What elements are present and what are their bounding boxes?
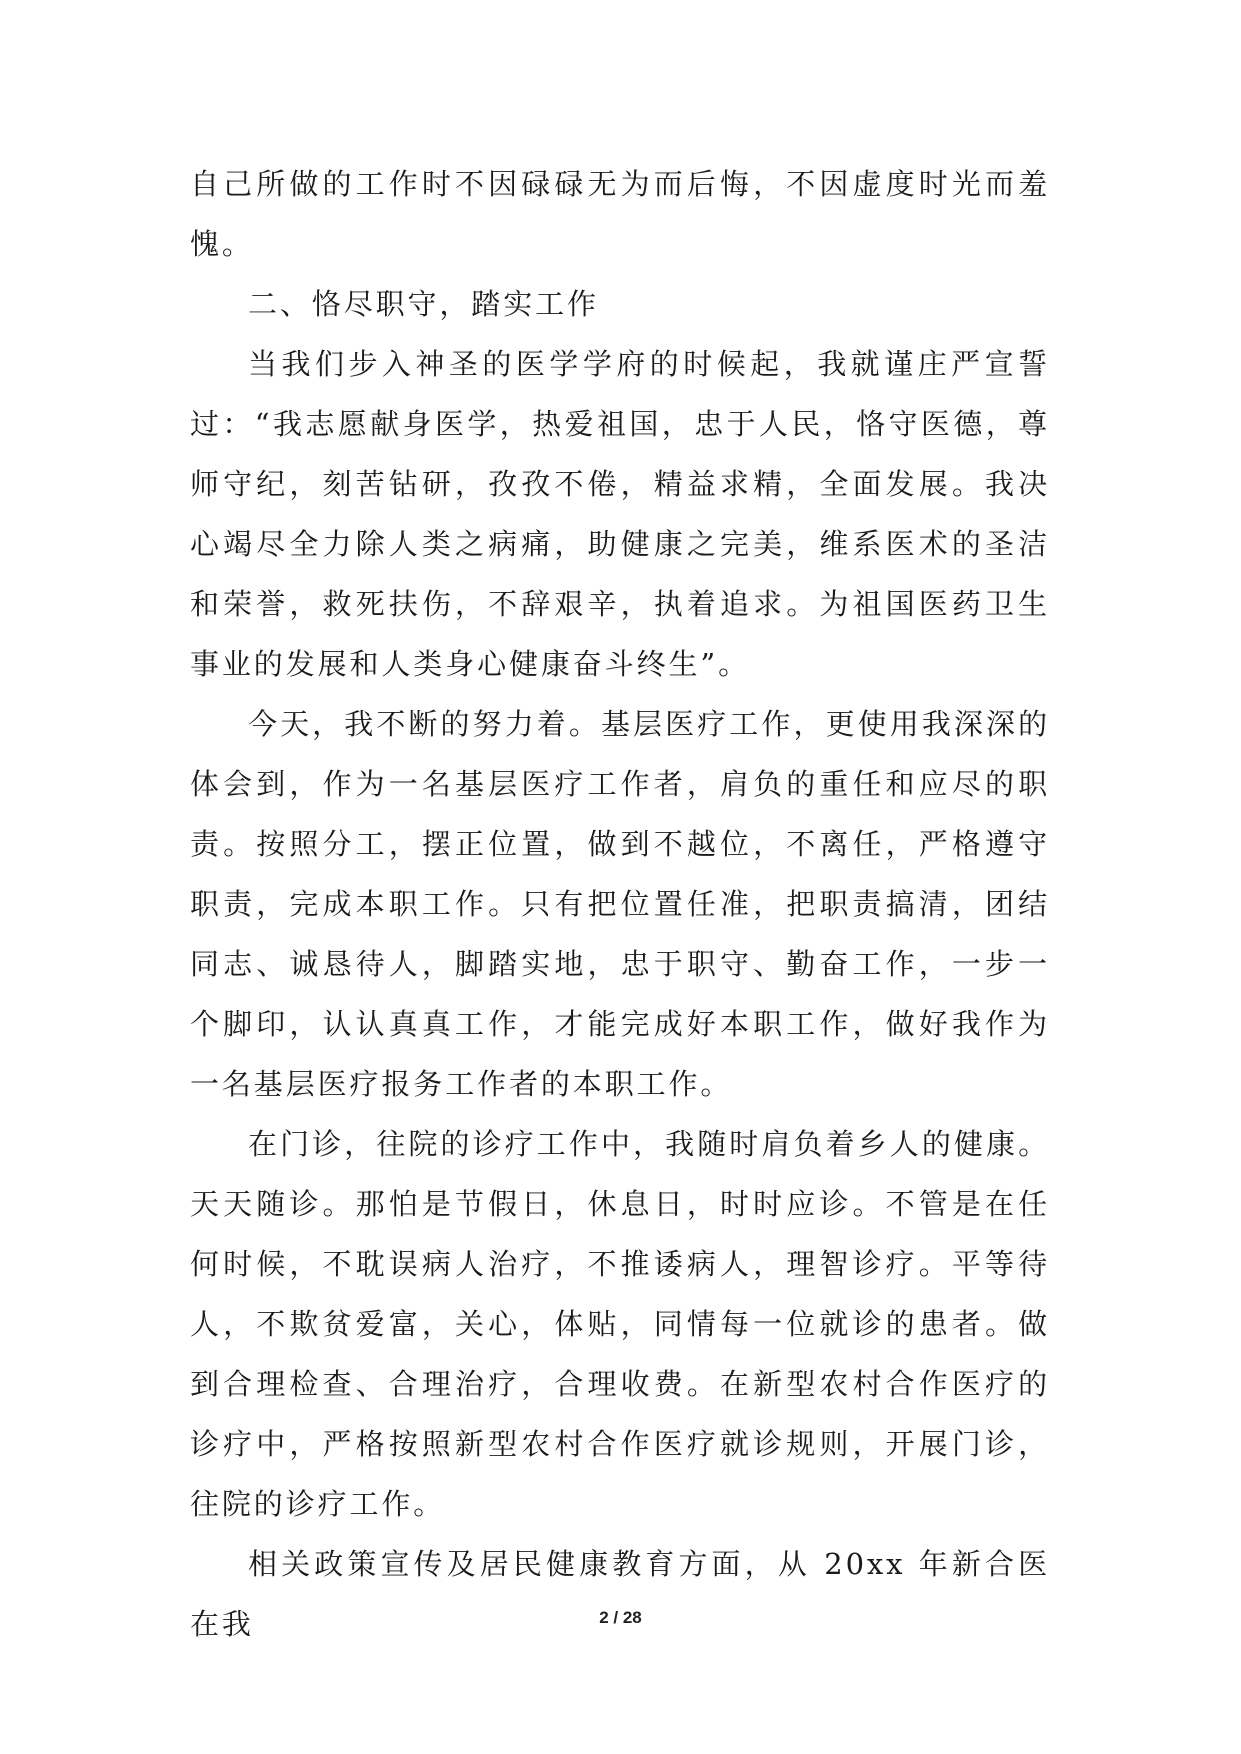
paragraph-clinic: 在门诊，往院的诊疗工作中，我随时肩负着乡人的健康。天天随诊。那怕是节假日，休息日，时时应诊。不管是在任何时候，不耽误病人治疗，不推诿病人，理智诊疗。平等待人，不欺贫爱富，关心，体贴，同情每一位就诊的患者。做到合理检查、合理治疗，合理收费。在新型农村合作医疗的诊疗中，严格按照新型农村合作医疗就诊规则，开展门诊，往院的诊疗工作。 bbox=[190, 1127, 1050, 1521]
body-text bbox=[190, 154, 1050, 1654]
paragraph-continuation: 自己所做的工作时不因碌碌无为而后悔，不因虚度时光而羞愧。 bbox=[190, 167, 1050, 261]
paragraph-oath: 当我们步入神圣的医学学府的时候起，我就谨庄严宣誓过：“我志愿献身医学，热爱祖国，忠于人民，恪守医德，尊师守纪，刻苦钻研，孜孜不倦，精益求精，全面发展。我决心竭尽全力除人类之病痛，助健康之完美，维系医术的圣洁和荣誉，救死扶伤，不辞艰辛，执着追求。为祖国医药卫生事业的发展和人类身心健康奋斗终生”。 bbox=[190, 347, 1050, 681]
section-heading: 二、恪尽职守，踏实工作 bbox=[248, 287, 599, 321]
paragraph-policy: 相关政策宣传及居民健康教育方面，从 20xx 年新合医在我 bbox=[190, 1547, 1050, 1641]
paragraph-duty: 今天，我不断的努力着。基层医疗工作，更使用我深深的体会到，作为一名基层医疗工作者，肩负的重任和应尽的职责。按照分工，摆正位置，做到不越位，不离任，严格遵守职责，完成本职工作。只有把位置任准，把职责搞清，团结同志、诚恳待人，脚踏实地，忠于职守、勤奋工作，一步一个脚印，认认真真工作，才能完成好本职工作，做好我作为一名基层医疗报务工作者的本职工作。 bbox=[190, 707, 1050, 1101]
page-number: 2 / 28 bbox=[599, 1608, 642, 1627]
